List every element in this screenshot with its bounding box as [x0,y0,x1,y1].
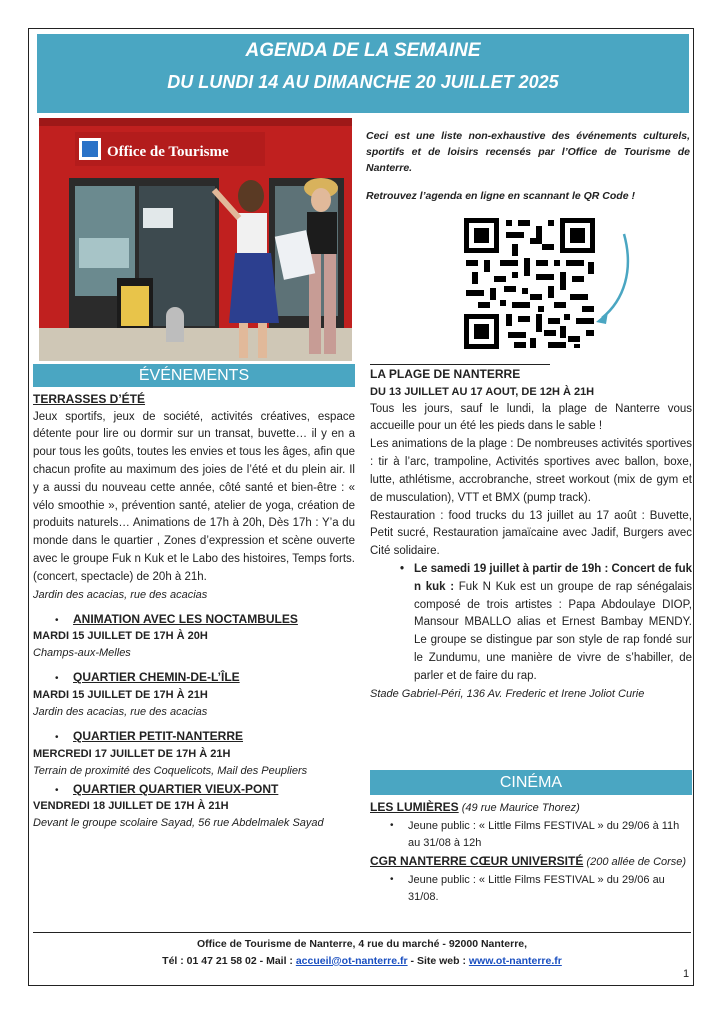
terrasses-place: Jardin des acacias, rue des acacias [33,588,208,601]
concert-heading: Le samedi 19 juillet à partir de 19h : Concert de fuk n kuk : [414,562,692,593]
intro-paragraph: Ceci est une liste non-exhaustive des événements culturels, sportifs et de loisirs recensés par l’Office de Tourisme de Nanterre. [366,130,690,174]
office-photo-illustration [39,118,352,361]
cinema-item: • Jeune public : « Little Films FESTIVAL » du 29/06 à 11h au 31/08 à 12h [370,818,692,852]
cinema-venue [370,798,692,818]
cinema-item: • Jeune public : « Little Films FESTIVAL » du 29/06 au 31/08. [370,872,692,906]
cinema-venue-address: (200 allée de Corse) [583,855,687,868]
header-banner [37,34,689,113]
footer [33,936,691,970]
footer-address: Office de Tourisme de Nanterre, 4 rue du marché - 92000 Nanterre, [196,938,528,950]
plage-intro: Tous les jours, sauf le lundi, la plage de Nanterre vous accueille pour un été les pieds dans le sable ! [370,402,692,433]
event-place: Devant le groupe scolaire Sayad, 56 rue Abdelmalek Sayad [33,817,324,830]
cinema-section-title: CINÉMA [499,774,563,791]
office-photo [39,118,352,361]
cinema-column [370,798,692,906]
terrasses-description: Jeux sportifs, jeux de société, activités créatives, espace détente pour lire ou dormir sur un transat, buvette… il y en a pour tous les goûts, toutes les envies et tous les âges, afin que chacun profite au maximum des joies de l’été et du plein air. Il y a aussi du nouveau cette année, côté santé et bien-être : « vélo smoothie », prévention santé, atelier de yoga, création de produits naturels… Animations de 17h à 20h, Dès 17h : Y’a du monde dans le quartier , Zones d’expression et scène ouverte avec le groupe Fuk n Kuk et le Labo des histoires, Temps forts. (concert, spectacle) de 20h à 21h. [33,410,355,583]
events-column [33,390,355,833]
event-item: • QUARTIER PETIT-NANTERRE [33,727,355,746]
event-item: • QUARTIER CHEMIN-DE-L’ÎLE [33,668,355,687]
event-item: • ANIMATION AVEC LES NOCTAMBULES [33,610,355,629]
plage-column [370,364,692,703]
plage-restauration: Restauration : food trucks du 13 juillet au 17 août : Buvette, Petit sucré, Restauration jamaïcaine avec Jadif, Burgers avec Cité solidaire. [370,509,692,558]
email-link[interactable]: accueil@ot-nanterre.fr [295,954,408,967]
cinema-section-header [370,770,692,795]
cinema-item-text: Jeune public : « Little Films FESTIVAL » du 29/06 à 11h au 31/08 à 12h [408,819,680,849]
events-section-title: ÉVÉNEMENTS [138,367,250,384]
plage-title: LA PLAGE DE NANTERRE [370,364,550,384]
event-item: • QUARTIER QUARTIER VIEUX-PONT [33,780,355,799]
page-dates: DU LUNDI 14 AU DIMANCHE 20 JUILLET 2025 [167,72,559,92]
plage-place: Stade Gabriel-Péri, 136 Av. Frederic et Irene Joliot Curie [370,687,645,700]
cinema-venue-name: LES LUMIÈRES [370,800,459,814]
intro-text [366,129,690,218]
curved-arrow-icon [594,230,634,325]
qr-code[interactable] [464,218,595,349]
event-title: QUARTIER CHEMIN-DE-L’ÎLE [73,670,240,685]
event-date: MERCREDI 17 JUILLET DE 17H À 21H [33,747,231,760]
event-place: Terrain de proximité des Coquelicots, Mail des Peupliers [33,764,308,777]
cinema-venue [370,852,692,872]
event-title: QUARTIER QUARTIER VIEUX-PONT [73,781,279,796]
plage-animations: Les animations de la plage : De nombreuses activités sportives : tir à l’arc, trampoline, Activités sportives avec ballon, boxe, lutte, athlétisme, accrobranche, street workout (mix de gym et de musculation), VTT et BMX (pump track). [370,438,692,504]
cinema-venue-name: CGR NANTERRE CŒUR UNIVERSITÉ [370,853,584,868]
footer-divider [33,932,691,933]
footer-tel: Tél : 01 47 21 58 02 - Mail : [162,954,296,967]
event-title: ANIMATION AVEC LES NOCTAMBULES [73,611,298,626]
events-section-header [33,364,355,387]
plage-date: DU 13 JUILLET AU 17 AOUT, DE 12H À 21H [370,385,595,398]
office-sign-text: Office de Tourisme [107,144,229,160]
event-date: MARDI 15 JUILLET DE 17H À 21H [33,689,208,702]
event-date: VENDREDI 18 JUILLET DE 17H À 21H [33,800,229,813]
terrasses-title: TERRASSES D’ÉTÉ [33,392,146,406]
footer-web-label: - Site web : [407,954,469,967]
event-place: Champs-aux-Melles [33,647,131,660]
event-place: Jardin des acacias, rue des acacias [33,706,208,719]
concert-description: Fuk N Kuk est un groupe de rap sénégalais composé de trois artistes : Papa Abdoulaye DIOP, Mansour MBALLO alias et Ernest Bambay MENDY. Le groupe se distingue par son style de rap fondé sur le Zundumu, une manière de vivre de s’habiller, de parler et de faire du rap. [414,580,693,682]
footer-contact [33,953,691,970]
concert-item: • Le samedi 19 juillet à partir de 19h : Concert de fuk n kuk : Fuk N Kuk est un groupe de rap sénégalais composé de trois artistes : Papa Abdoulaye DIOP, Mansour MBALLO alias et Ernest Bambay MENDY. Le groupe se distingue par son style de rap fondé sur le Zundumu, une manière de vivre de s’habiller, de parler et de faire du rap. [400,562,693,682]
event-title: QUARTIER PETIT-NANTERRE [73,729,244,744]
qr-instruction: Retrouvez l’agenda en ligne en scannant le QR Code ! [366,190,635,203]
page-title: AGENDA DE LA SEMAINE [245,40,481,61]
page-number: 1 [683,968,690,980]
cinema-item-text: Jeune public : « Little Films FESTIVAL » du 29/06 au 31/08. [408,873,665,903]
website-link[interactable]: www.ot-nanterre.fr [468,954,562,967]
event-date: MARDI 15 JUILLET DE 17H À 20H [33,630,208,643]
cinema-venue-address: (49 rue Maurice Thorez) [458,802,580,814]
